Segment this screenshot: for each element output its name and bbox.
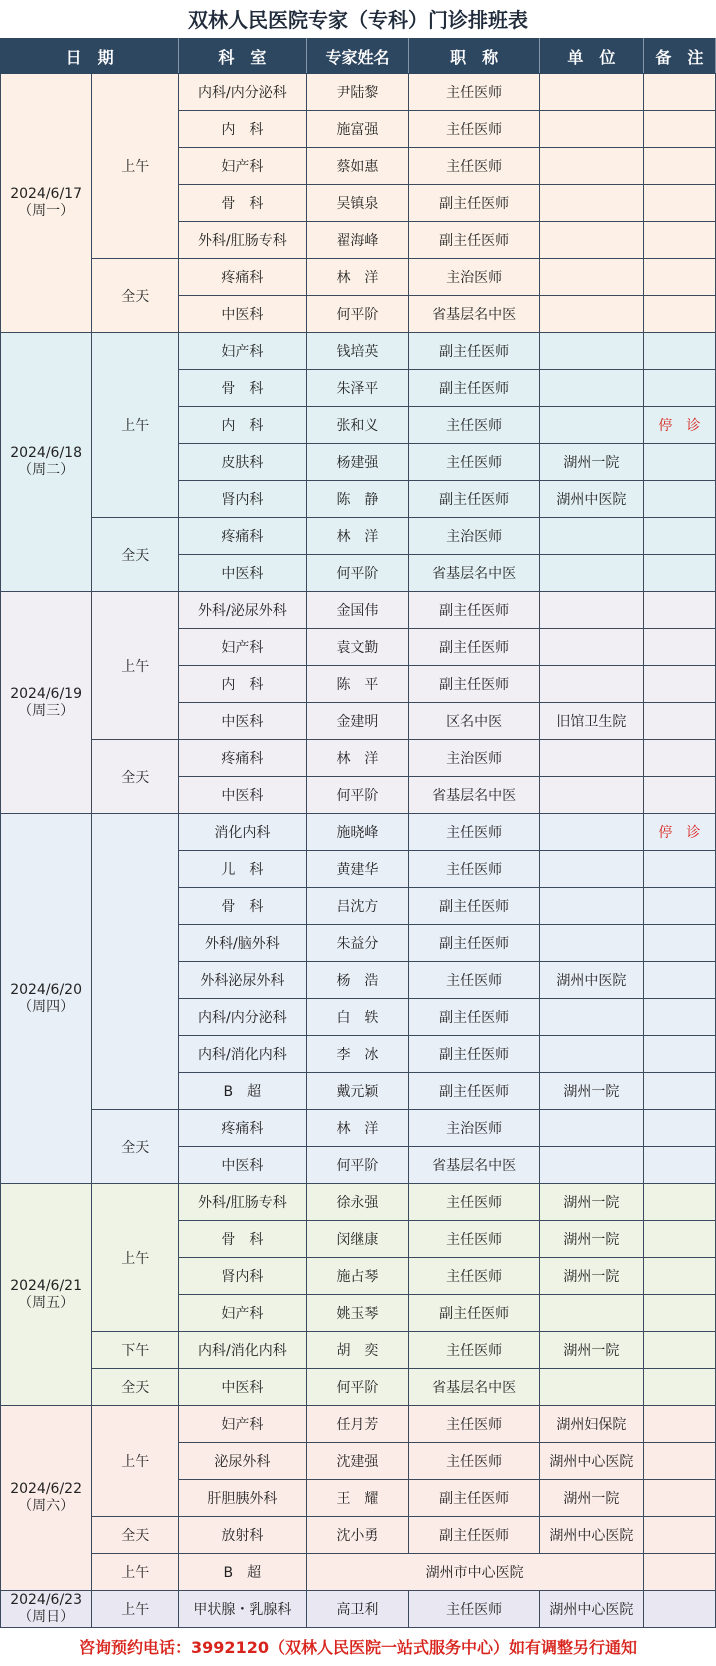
unit-cell: 湖州妇保院 [539, 1406, 643, 1443]
date-text: 2024/6/22 [10, 1481, 82, 1497]
header-note: 备 注 [643, 39, 715, 74]
dept-cell: 内 科 [179, 407, 306, 444]
title-cell: 副主任医师 [409, 1295, 539, 1332]
schedule-row [1, 1184, 716, 1221]
schedule-row [1, 1369, 716, 1406]
dept-cell: 外科泌尿外科 [179, 962, 306, 999]
unit-cell [539, 74, 643, 111]
note-cell [643, 333, 715, 370]
dept-cell: 肝胆胰外科 [179, 1480, 306, 1517]
note-cell [643, 296, 715, 333]
date-cell [1, 1184, 92, 1406]
title-cell: 主任医师 [409, 1332, 539, 1369]
schedule-row [1, 1517, 716, 1554]
unit-cell [539, 222, 643, 259]
session-cell [92, 814, 179, 1110]
expert-name-cell: 翟海峰 [306, 222, 409, 259]
note-cell [643, 1110, 715, 1147]
expert-name-cell: 白 轶 [306, 999, 409, 1036]
date-text: 2024/6/21 [10, 1277, 82, 1294]
note-cell: 停 诊 [643, 407, 715, 444]
note-cell [643, 111, 715, 148]
dept-cell: 妇产科 [179, 1295, 306, 1332]
note-cell [643, 222, 715, 259]
expert-name-cell: 陈 静 [306, 481, 409, 518]
title-cell: 省基层名中医 [409, 1369, 539, 1406]
expert-name-cell: 施富强 [306, 111, 409, 148]
expert-name-cell: 任月芳 [306, 1406, 409, 1443]
expert-name-cell: 金建明 [306, 703, 409, 740]
title-cell: 主任医师 [409, 1591, 539, 1628]
note-cell [643, 740, 715, 777]
dept-cell: 中医科 [179, 703, 306, 740]
schedule-row [1, 814, 716, 851]
header-row [1, 39, 716, 74]
session-cell: 全天 [92, 1369, 179, 1406]
weekday-text: （周六） [18, 1498, 75, 1514]
note-cell [643, 1443, 715, 1480]
title-cell: 主任医师 [409, 407, 539, 444]
expert-name-cell: 林 洋 [306, 740, 409, 777]
session-cell: 上午 [92, 1591, 179, 1628]
unit-cell [539, 740, 643, 777]
note-cell [643, 888, 715, 925]
unit-cell [539, 148, 643, 185]
expert-name-cell: 何平阶 [306, 555, 409, 592]
unit-cell: 湖州中心医院 [539, 1591, 643, 1628]
expert-name-cell: 黄建华 [306, 851, 409, 888]
session-cell: 全天 [92, 1517, 179, 1554]
dept-cell: 骨 科 [179, 888, 306, 925]
note-cell: 停 诊 [643, 814, 715, 851]
dept-cell: 妇产科 [179, 1406, 306, 1443]
unit-cell [539, 629, 643, 666]
dept-cell: 肾内科 [179, 1258, 306, 1295]
unit-cell [539, 185, 643, 222]
unit-cell [539, 666, 643, 703]
session-cell: 上午 [92, 74, 179, 259]
session-cell: 上午 [92, 1406, 179, 1517]
title-cell: 主任医师 [409, 74, 539, 111]
expert-name-cell: 吕沈方 [306, 888, 409, 925]
date-cell [1, 74, 92, 333]
unit-cell [539, 111, 643, 148]
note-cell [643, 1036, 715, 1073]
expert-name-cell: 何平阶 [306, 777, 409, 814]
dept-cell: 骨 科 [179, 1221, 306, 1258]
schedule-row [1, 1110, 716, 1147]
unit-cell [539, 407, 643, 444]
dept-cell: 中医科 [179, 555, 306, 592]
header-dept: 科 室 [179, 39, 306, 74]
title-cell: 主任医师 [409, 148, 539, 185]
note-cell [643, 1221, 715, 1258]
title-cell: 副主任医师 [409, 925, 539, 962]
unit-cell [539, 555, 643, 592]
dept-cell: 中医科 [179, 777, 306, 814]
expert-name-cell: 李 冰 [306, 1036, 409, 1073]
session-cell: 全天 [92, 740, 179, 814]
note-cell [643, 1554, 715, 1591]
schedule-table [0, 38, 716, 1628]
title-cell: 副主任医师 [409, 222, 539, 259]
date-cell [1, 333, 92, 592]
unit-cell: 湖州中医院 [539, 481, 643, 518]
note-cell [643, 629, 715, 666]
dept-cell: 外科/脑外科 [179, 925, 306, 962]
dept-cell: 妇产科 [179, 629, 306, 666]
title-cell: 副主任医师 [409, 592, 539, 629]
unit-cell [539, 1295, 643, 1332]
unit-cell [539, 888, 643, 925]
title-cell: 主治医师 [409, 740, 539, 777]
note-cell [643, 518, 715, 555]
note-cell [643, 1332, 715, 1369]
note-cell [643, 925, 715, 962]
session-cell: 上午 [92, 1554, 179, 1591]
note-cell [643, 962, 715, 999]
expert-name-cell: 高卫利 [306, 1591, 409, 1628]
session-cell: 下午 [92, 1332, 179, 1369]
unit-cell: 旧馆卫生院 [539, 703, 643, 740]
unit-cell [539, 518, 643, 555]
dept-cell: 消化内科 [179, 814, 306, 851]
dept-cell: 甲状腺・乳腺科 [179, 1591, 306, 1628]
title-cell: 主治医师 [409, 259, 539, 296]
note-cell [643, 1480, 715, 1517]
note-cell [643, 1073, 715, 1110]
title-cell: 副主任医师 [409, 481, 539, 518]
note-cell [643, 555, 715, 592]
expert-name-cell: 王 耀 [306, 1480, 409, 1517]
note-cell [643, 370, 715, 407]
title-cell: 主任医师 [409, 1221, 539, 1258]
date-cell [1, 1406, 92, 1591]
dept-cell: 内科/内分泌科 [179, 74, 306, 111]
title-cell: 副主任医师 [409, 185, 539, 222]
dept-cell: 妇产科 [179, 333, 306, 370]
schedule-row [1, 259, 716, 296]
title-cell: 主治医师 [409, 518, 539, 555]
unit-cell [539, 851, 643, 888]
weekday-text: （周五） [18, 1294, 75, 1311]
title-cell: 副主任医师 [409, 1517, 539, 1554]
title-cell: 主任医师 [409, 962, 539, 999]
dept-cell: 疼痛科 [179, 1110, 306, 1147]
unit-cell: 湖州一院 [539, 1258, 643, 1295]
dept-cell: 妇产科 [179, 148, 306, 185]
unit-cell [539, 1147, 643, 1184]
expert-name-cell: 金国伟 [306, 592, 409, 629]
expert-name-cell: 徐永强 [306, 1184, 409, 1221]
schedule-row [1, 518, 716, 555]
title-cell: 副主任医师 [409, 888, 539, 925]
dept-cell: 外科/泌尿外科 [179, 592, 306, 629]
unit-cell: 湖州中医院 [539, 962, 643, 999]
expert-name-cell: 尹陆黎 [306, 74, 409, 111]
expert-name-cell: 张和义 [306, 407, 409, 444]
note-cell [643, 259, 715, 296]
date-text: 2024/6/23 [10, 1592, 82, 1608]
title-cell: 副主任医师 [409, 629, 539, 666]
note-cell [643, 666, 715, 703]
note-cell [643, 481, 715, 518]
unit-cell: 湖州一院 [539, 1221, 643, 1258]
unit-cell: 湖州一院 [539, 1073, 643, 1110]
schedule-row [1, 74, 716, 111]
session-cell: 全天 [92, 259, 179, 333]
expert-name-cell: 袁文勤 [306, 629, 409, 666]
expert-name-cell: 胡 奕 [306, 1332, 409, 1369]
expert-name-cell: 姚玉琴 [306, 1295, 409, 1332]
title-cell: 省基层名中医 [409, 777, 539, 814]
dept-cell: 疼痛科 [179, 518, 306, 555]
session-cell: 上午 [92, 592, 179, 740]
date-text: 2024/6/18 [10, 445, 82, 461]
expert-name-cell: 何平阶 [306, 1147, 409, 1184]
title-cell: 主任医师 [409, 1184, 539, 1221]
note-cell [643, 1258, 715, 1295]
dept-cell: 内科/消化内科 [179, 1332, 306, 1369]
dept-cell: 中医科 [179, 1369, 306, 1406]
expert-name-cell: 沈建强 [306, 1443, 409, 1480]
schedule-row [1, 1406, 716, 1443]
title-cell: 主任医师 [409, 851, 539, 888]
header-date: 日 期 [1, 39, 179, 74]
dept-cell: 骨 科 [179, 370, 306, 407]
expert-name-cell: 陈 平 [306, 666, 409, 703]
dept-cell: 泌尿外科 [179, 1443, 306, 1480]
note-cell [643, 1147, 715, 1184]
weekday-text: （周日） [18, 1609, 75, 1625]
unit-cell [539, 1369, 643, 1406]
date-cell [1, 1591, 92, 1628]
weekday-text: （周三） [18, 702, 75, 719]
dept-cell: 内科/内分泌科 [179, 999, 306, 1036]
unit-cell [539, 1036, 643, 1073]
note-cell [643, 592, 715, 629]
title-cell: 主任医师 [409, 444, 539, 481]
dept-cell: 疼痛科 [179, 740, 306, 777]
date-text: 2024/6/17 [10, 186, 82, 202]
header-expert: 专家姓名 [306, 39, 409, 74]
note-cell [643, 1406, 715, 1443]
note-cell [643, 851, 715, 888]
dept-cell: 放射科 [179, 1517, 306, 1554]
page-title: 双林人民医院专家（专科）门诊排班表 [0, 0, 716, 38]
unit-cell [539, 814, 643, 851]
unit-cell [539, 925, 643, 962]
schedule-row [1, 1554, 716, 1591]
expert-name-cell: 何平阶 [306, 1369, 409, 1406]
schedule-row [1, 740, 716, 777]
footer-contact: 咨询预约电话：3992120（双林人民医院一站式服务中心）如有调整另行通知 [0, 1631, 716, 1666]
dept-cell: 内科/消化内科 [179, 1036, 306, 1073]
dept-cell: 外科/肛肠专科 [179, 222, 306, 259]
expert-name-cell: 杨 浩 [306, 962, 409, 999]
header-title: 职 称 [409, 39, 539, 74]
title-cell: 副主任医师 [409, 1036, 539, 1073]
note-cell [643, 1591, 715, 1628]
note-cell [643, 1369, 715, 1406]
expert-name-cell: 钱培英 [306, 333, 409, 370]
title-cell: 区名中医 [409, 703, 539, 740]
unit-cell: 湖州一院 [539, 444, 643, 481]
weekday-text: （周二） [18, 462, 75, 478]
dept-cell: 疼痛科 [179, 259, 306, 296]
title-cell: 副主任医师 [409, 1073, 539, 1110]
note-cell [643, 1295, 715, 1332]
dept-cell: 中医科 [179, 296, 306, 333]
expert-name-cell: 朱益分 [306, 925, 409, 962]
title-cell: 主治医师 [409, 1110, 539, 1147]
expert-name-cell: 施晓峰 [306, 814, 409, 851]
session-cell: 全天 [92, 1110, 179, 1184]
dept-cell: 骨 科 [179, 185, 306, 222]
expert-name-cell: 吴镇泉 [306, 185, 409, 222]
unit-cell: 湖州中心医院 [539, 1517, 643, 1554]
date-cell [1, 814, 92, 1184]
unit-cell [539, 777, 643, 814]
dept-cell: 儿 科 [179, 851, 306, 888]
expert-name-cell: 何平阶 [306, 296, 409, 333]
title-cell: 省基层名中医 [409, 1147, 539, 1184]
title-cell: 主任医师 [409, 1258, 539, 1295]
expert-name-cell: 杨建强 [306, 444, 409, 481]
dept-cell: 内 科 [179, 666, 306, 703]
unit-cell [539, 1110, 643, 1147]
dept-cell: 皮肤科 [179, 444, 306, 481]
unit-cell: 湖州中心医院 [539, 1443, 643, 1480]
title-cell: 副主任医师 [409, 333, 539, 370]
title-cell: 副主任医师 [409, 666, 539, 703]
weekday-text: （周一） [18, 203, 75, 219]
expert-name-cell: 林 洋 [306, 259, 409, 296]
dept-cell: B 超 [179, 1073, 306, 1110]
unit-cell [539, 259, 643, 296]
title-cell: 副主任医师 [409, 370, 539, 407]
expert-name-cell: 闵继康 [306, 1221, 409, 1258]
merged-unit-cell: 湖州市中心医院 [306, 1554, 643, 1591]
note-cell [643, 1184, 715, 1221]
expert-name-cell: 蔡如惠 [306, 148, 409, 185]
title-cell: 省基层名中医 [409, 296, 539, 333]
title-cell: 主任医师 [409, 814, 539, 851]
date-cell [1, 592, 92, 814]
date-text: 2024/6/19 [10, 685, 82, 702]
title-cell: 省基层名中医 [409, 555, 539, 592]
unit-cell [539, 370, 643, 407]
unit-cell [539, 296, 643, 333]
note-cell [643, 999, 715, 1036]
unit-cell [539, 999, 643, 1036]
note-cell [643, 1517, 715, 1554]
session-cell: 上午 [92, 1184, 179, 1332]
note-cell [643, 444, 715, 481]
date-text: 2024/6/20 [10, 981, 82, 998]
expert-name-cell: 林 洋 [306, 518, 409, 555]
schedule-row [1, 592, 716, 629]
dept-cell: B 超 [179, 1554, 306, 1591]
expert-name-cell: 朱泽平 [306, 370, 409, 407]
unit-cell: 湖州一院 [539, 1184, 643, 1221]
title-cell: 主任医师 [409, 1406, 539, 1443]
title-cell: 副主任医师 [409, 1480, 539, 1517]
schedule-row [1, 1332, 716, 1369]
dept-cell: 外科/肛肠专科 [179, 1184, 306, 1221]
note-cell [643, 74, 715, 111]
unit-cell: 湖州一院 [539, 1480, 643, 1517]
dept-cell: 肾内科 [179, 481, 306, 518]
unit-cell [539, 333, 643, 370]
unit-cell [539, 592, 643, 629]
expert-name-cell: 沈小勇 [306, 1517, 409, 1554]
note-cell [643, 148, 715, 185]
expert-name-cell: 林 洋 [306, 1110, 409, 1147]
expert-name-cell: 施占琴 [306, 1258, 409, 1295]
title-cell: 主任医师 [409, 111, 539, 148]
title-cell: 主任医师 [409, 1443, 539, 1480]
unit-cell: 湖州一院 [539, 1332, 643, 1369]
header-unit: 单 位 [539, 39, 643, 74]
expert-name-cell: 戴元颖 [306, 1073, 409, 1110]
note-cell [643, 703, 715, 740]
session-cell: 上午 [92, 333, 179, 518]
note-cell [643, 185, 715, 222]
schedule-row [1, 1591, 716, 1628]
title-cell: 副主任医师 [409, 999, 539, 1036]
weekday-text: （周四） [18, 998, 75, 1015]
dept-cell: 内 科 [179, 111, 306, 148]
dept-cell: 中医科 [179, 1147, 306, 1184]
note-cell [643, 777, 715, 814]
schedule-row [1, 333, 716, 370]
session-cell: 全天 [92, 518, 179, 592]
